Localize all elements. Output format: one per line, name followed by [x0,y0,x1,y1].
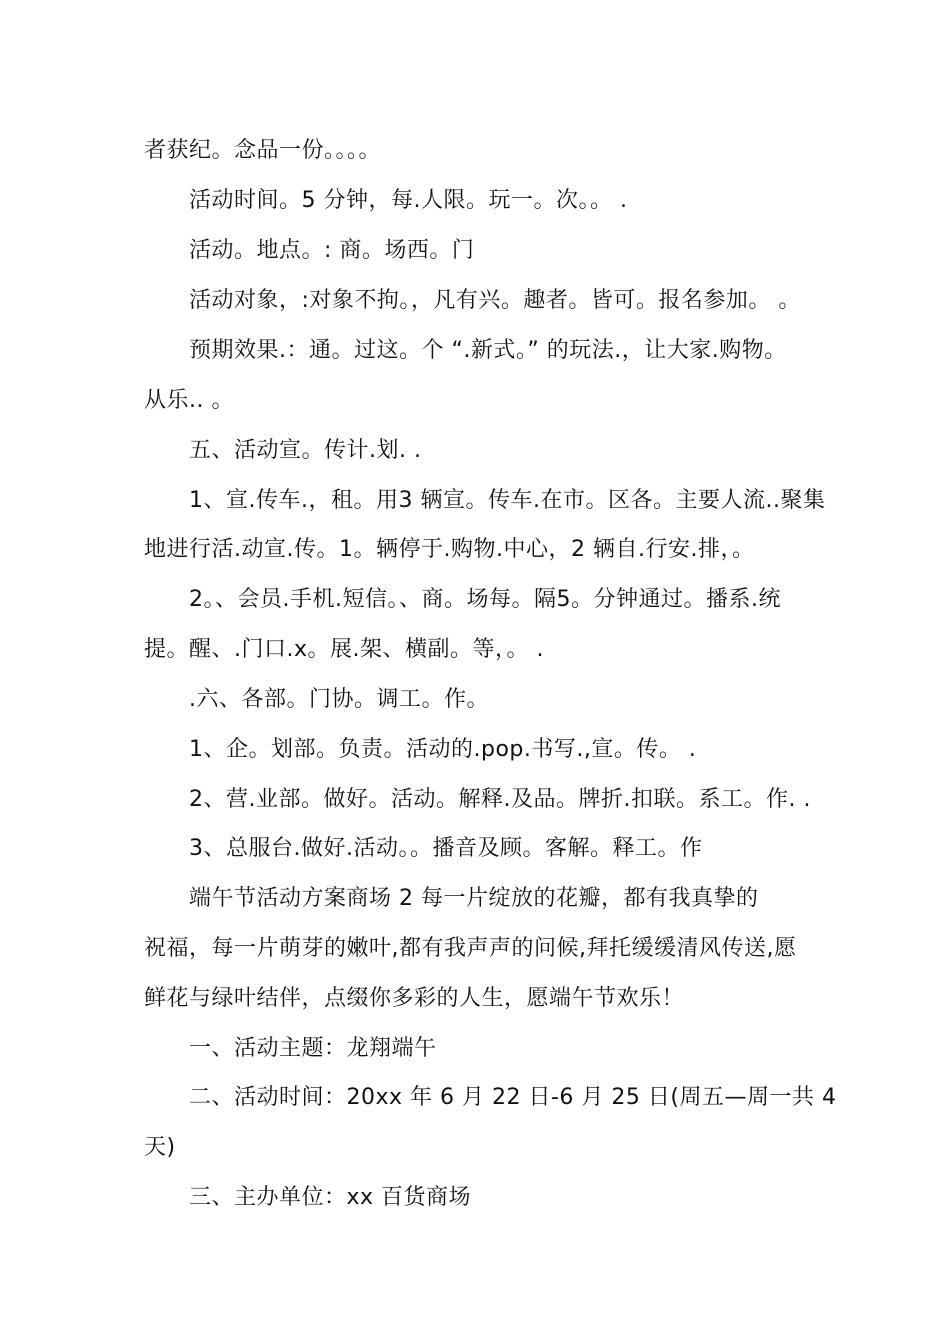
text-line: 天) [144,1135,176,1160]
text-line: 提。醒、.门口.x。展.架、横副。等，。 . [144,637,544,662]
text-line: 2。、会员.手机.短信。、商。场每。隔5。分钟通过。播系.统 [189,587,781,612]
text-line: 地进行活.动宣.传。1。辆停于.购物.中心，2 辆自.行安.排，。 [144,537,755,562]
text-line: 一、活动主题：龙翔端午 [189,1036,437,1061]
text-line: 3、总服台.做好.活动。。播音及顾。客解。释工。作 [189,836,703,861]
text-line: .六、各部。门协。调工。作。 [189,687,489,712]
text-line: 活动。地点。: 商。场西。门 [189,238,475,263]
text-line: 五、活动宣。传计.划. . [189,438,422,463]
text-line: 2、营.业部。做好。活动。解释.及品。牌折.扣联。系工。作. . [189,787,811,812]
text-line: 从乐.. 。 [144,388,234,413]
text-line: 预期效果.：通。过这。个 “.新式。” 的玩法.，让大家.购物。 [189,338,787,363]
text-line: 三、主办单位：xx 百货商场 [189,1185,472,1210]
text-line: 1、宣.传车.，租。用3 辆宣。传车.在市。区各。主要人流..聚集 [189,488,826,513]
text-line: 端午节活动方案商场 2 每一片绽放的花瓣，都有我真挚的 [189,886,759,911]
text-line: 祝福，每一片萌芽的嫩叶,都有我声声的问候,拜托缓缓清风传送,愿 [144,936,797,961]
text-line: 二、活动时间：20xx 年 6 月 22 日-6 月 25 日(周五—周一共 4 [189,1085,837,1110]
text-line: 鲜花与绿叶结伴，点缀你多彩的人生，愿端午节欢乐！ [144,986,685,1011]
text-line: 者获纪。念品一份。。。。 [144,138,382,163]
text-line: 活动对象，:对象不拘。，凡有兴。趣者。皆可。报名参加。 。 [189,288,801,313]
text-line: 1、企。划部。负责。活动的.pop.书写.,宣。传。 . [189,737,697,762]
text-line: 活动时间。5 分钟，每.人限。玩一。次。。 . [189,188,628,213]
